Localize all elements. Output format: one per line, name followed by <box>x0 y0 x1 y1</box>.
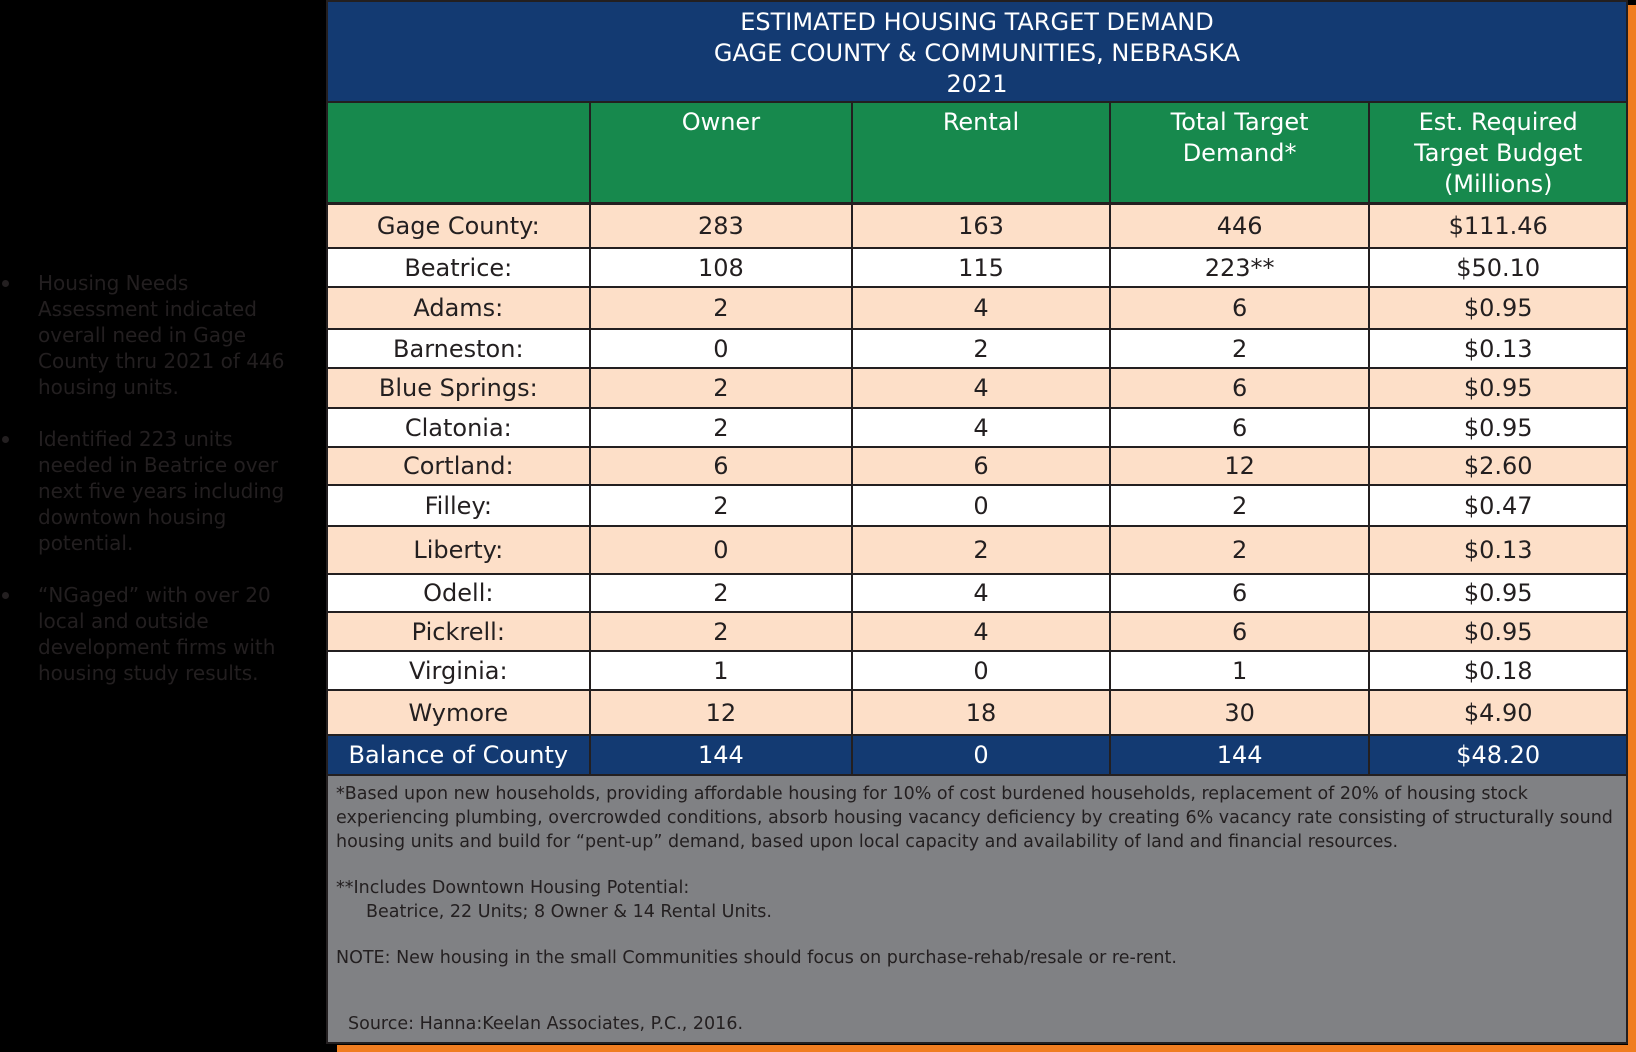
table-row <box>328 575 1626 611</box>
rental-units: 4 <box>853 369 1109 407</box>
rental-units: 6 <box>853 448 1109 484</box>
rental-units: 18 <box>853 691 1109 734</box>
bullet-text: Housing Needs Assessment indicated overall need in Gage County thru 2021 of 446 housing units. <box>38 271 285 399</box>
balance-rental: 0 <box>853 736 1109 774</box>
table-row <box>328 249 1626 286</box>
rental-units: 4 <box>853 409 1109 446</box>
footnote-downtown-detail: Beatrice, 22 Units; 8 Owner & 14 Rental Units. <box>366 902 772 922</box>
balance-total: 144 <box>1111 736 1369 774</box>
bullet-text: “NGaged” with over 20 local and outside development firms with housing study results. <box>38 583 276 685</box>
target-budget: $0.95 <box>1370 409 1626 446</box>
target-budget: $0.18 <box>1370 652 1626 689</box>
footnotes <box>328 776 1626 1042</box>
total-demand: 6 <box>1111 613 1369 650</box>
community-name: Barneston: <box>328 330 589 367</box>
community-name: Filley: <box>328 486 589 525</box>
table-row <box>328 448 1626 484</box>
community-name: Cortland: <box>328 448 589 484</box>
bullet-item <box>0 270 300 400</box>
owner-units: 0 <box>591 527 852 573</box>
target-budget: $4.90 <box>1370 691 1626 734</box>
total-demand: 30 <box>1111 691 1369 734</box>
owner-units: 2 <box>591 369 852 407</box>
table-row <box>328 288 1626 328</box>
rental-units: 0 <box>853 652 1109 689</box>
header-rental: Rental <box>853 103 1109 202</box>
community-name: Blue Springs: <box>328 369 589 407</box>
community-name: Wymore <box>328 691 589 734</box>
total-demand: 223** <box>1111 249 1369 286</box>
header-owner: Owner <box>591 103 852 202</box>
total-demand: 6 <box>1111 288 1369 328</box>
rental-units: 0 <box>853 486 1109 525</box>
rental-units: 115 <box>853 249 1109 286</box>
housing-demand-table <box>326 0 1628 1044</box>
table-row <box>328 205 1626 247</box>
rental-units: 4 <box>853 575 1109 611</box>
header-empty <box>328 103 589 202</box>
balance-row <box>328 736 1626 774</box>
owner-units: 2 <box>591 288 852 328</box>
footnote-downtown-title: **Includes Downtown Housing Potential: <box>336 878 690 898</box>
community-name: Adams: <box>328 288 589 328</box>
footnote-note: NOTE: New housing in the small Communities should focus on purchase-rehab/resale or re-rent. <box>336 948 1177 968</box>
community-name: Pickrell: <box>328 613 589 650</box>
target-budget: $111.46 <box>1370 205 1626 247</box>
title-line-3: 2021 <box>946 70 1008 98</box>
table-row <box>328 330 1626 367</box>
target-budget: $0.13 <box>1370 527 1626 573</box>
total-demand: 6 <box>1111 409 1369 446</box>
header-budget: Est. Required Target Budget (Millions) <box>1370 103 1626 202</box>
orange-accent-right <box>1628 5 1636 1052</box>
total-demand: 2 <box>1111 527 1369 573</box>
source-citation: Source: Hanna:Keelan Associates, P.C., 2016. <box>348 1014 744 1034</box>
community-name: Liberty: <box>328 527 589 573</box>
table-row <box>328 486 1626 525</box>
total-demand: 446 <box>1111 205 1369 247</box>
owner-units: 2 <box>591 409 852 446</box>
community-name: Beatrice: <box>328 249 589 286</box>
owner-units: 6 <box>591 448 852 484</box>
table-row <box>328 691 1626 734</box>
table-row <box>328 613 1626 650</box>
target-budget: $0.95 <box>1370 288 1626 328</box>
total-demand: 2 <box>1111 486 1369 525</box>
owner-units: 108 <box>591 249 852 286</box>
bullet-dot-icon <box>2 436 9 443</box>
owner-units: 2 <box>591 613 852 650</box>
target-budget: $0.95 <box>1370 575 1626 611</box>
community-name: Virginia: <box>328 652 589 689</box>
rental-units: 2 <box>853 330 1109 367</box>
community-name: Gage County: <box>328 205 589 247</box>
header-row <box>328 103 1626 202</box>
title-line-1: ESTIMATED HOUSING TARGET DEMAND <box>740 8 1214 36</box>
balance-budget: $48.20 <box>1370 736 1626 774</box>
orange-accent-bottom <box>337 1045 1636 1052</box>
owner-units: 12 <box>591 691 852 734</box>
table-title <box>328 2 1626 101</box>
bullet-item <box>0 582 300 686</box>
bullet-dot-icon <box>2 592 9 599</box>
community-name: Odell: <box>328 575 589 611</box>
table-row <box>328 409 1626 446</box>
bullet-item <box>0 426 300 556</box>
total-demand: 12 <box>1111 448 1369 484</box>
table-row <box>328 369 1626 407</box>
target-budget: $2.60 <box>1370 448 1626 484</box>
target-budget: $0.47 <box>1370 486 1626 525</box>
rental-units: 4 <box>853 288 1109 328</box>
target-budget: $0.95 <box>1370 369 1626 407</box>
header-total-demand: Total Target Demand* <box>1111 103 1369 202</box>
owner-units: 1 <box>591 652 852 689</box>
summary-bullets <box>0 270 300 712</box>
bullet-text: Identified 223 units needed in Beatrice over next five years including downtown housing potential. <box>38 427 285 555</box>
owner-units: 283 <box>591 205 852 247</box>
owner-units: 2 <box>591 486 852 525</box>
total-demand: 6 <box>1111 575 1369 611</box>
balance-owner: 144 <box>591 736 852 774</box>
title-line-2: GAGE COUNTY & COMMUNITIES, NEBRASKA <box>713 39 1241 67</box>
table-row <box>328 652 1626 689</box>
table-row <box>328 527 1626 573</box>
balance-name: Balance of County <box>328 736 589 774</box>
total-demand: 2 <box>1111 330 1369 367</box>
owner-units: 0 <box>591 330 852 367</box>
rental-units: 4 <box>853 613 1109 650</box>
target-budget: $0.95 <box>1370 613 1626 650</box>
target-budget: $50.10 <box>1370 249 1626 286</box>
rental-units: 163 <box>853 205 1109 247</box>
footnote-assumptions: *Based upon new households, providing affordable housing for 10% of cost burdened households, replacement of 20% of housing stock experiencing plumbing, overcrowded conditions, absorb housing vacancy deficiency by creating 6% vacancy rate consisting of structurally sound housing units and build for “pent-up” demand, based upon local capacity and availability of land and financial resources. <box>336 784 1613 852</box>
owner-units: 2 <box>591 575 852 611</box>
total-demand: 6 <box>1111 369 1369 407</box>
community-name: Clatonia: <box>328 409 589 446</box>
bullet-dot-icon <box>2 280 9 287</box>
total-demand: 1 <box>1111 652 1369 689</box>
target-budget: $0.13 <box>1370 330 1626 367</box>
rental-units: 2 <box>853 527 1109 573</box>
